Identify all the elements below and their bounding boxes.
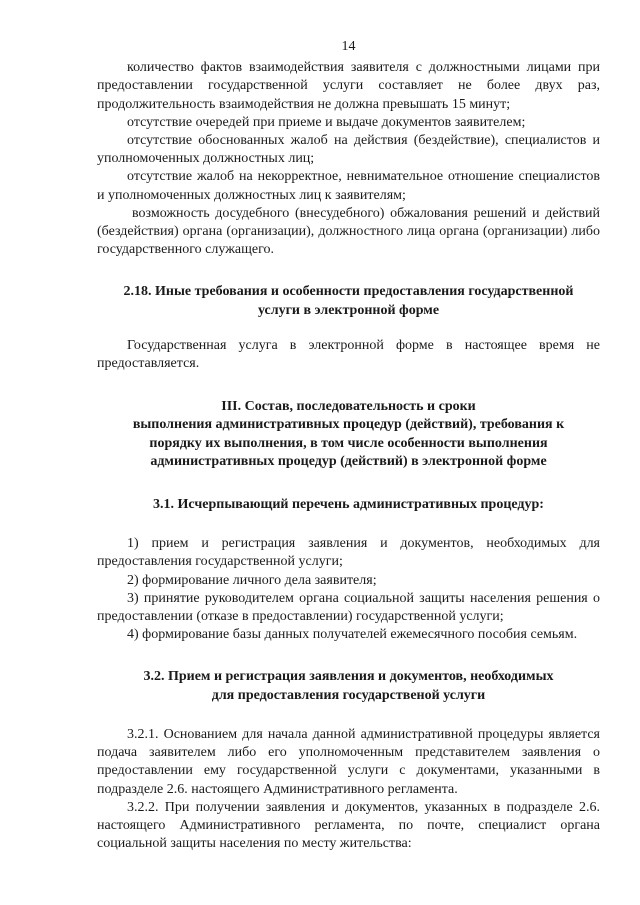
section-3-2-heading bbox=[97, 668, 600, 704]
section-3-heading-line: III. Состав, последовательность и сроки bbox=[221, 399, 476, 415]
section-2-18-heading-line: услуги в электронной форме bbox=[257, 302, 440, 318]
section-2-18-heading bbox=[97, 283, 600, 319]
section-3-heading bbox=[97, 398, 600, 471]
intro-paragraph-interaction-count: количество фактов взаимодействия заявителя с должностными лицами при предоставлении государственной услуги составляет не более двух раз, продолжительность взаимодействия не должна превышать 15 минут; bbox=[97, 60, 600, 112]
document-page bbox=[97, 38, 600, 853]
section-3-2-heading-line: для предоставления государственой услуги bbox=[211, 687, 486, 703]
section-3-heading-line: выполнения административных процедур (действий), требования к bbox=[132, 417, 565, 433]
procedure-list-item: 4) формирование базы данных получателей ежемесячного пособия семьям. bbox=[127, 627, 578, 643]
section-2-18-heading-line: 2.18. Иные требования и особенности предоставления государственной bbox=[123, 284, 574, 300]
section-3-2-heading-line: 3.2. Прием и регистрация заявления и документов, необходимых bbox=[143, 669, 554, 685]
intro-paragraph-no-incorrect-attitude-complaints: отсутствие жалоб на некорректное, невнимательное отношение специалистов и уполномоченных должностных лиц к заявителям; bbox=[97, 169, 600, 203]
procedure-list-item: 3) принятие руководителем органа социальной защиты населения решения о предоставлении (отказе в предоставлении) государственной услуги; bbox=[97, 590, 600, 625]
intro-paragraph-no-queues: отсутствие очередей при приеме и выдаче документов заявителем; bbox=[127, 114, 526, 130]
section-3-heading-line: порядку их выполнения, в том числе особенности выполнения bbox=[149, 435, 548, 451]
procedure-list-item: 1) прием и регистрация заявления и документов, необходимых для предоставления государственной услуги; bbox=[97, 536, 600, 570]
intro-paragraph-appeal-possibility: возможность досудебного (внесудебного) обжалования решений и действий (бездействия) органа (организации), должностного лица органа (организации) либо государственного служащего. bbox=[97, 205, 600, 258]
page-number: 14 bbox=[341, 39, 356, 54]
section-3-2-1-paragraph: 3.2.1. Основанием для начала данной административной процедуры является подача заявителем либо его уполномоченным представителем заявления о предоставлении ему государственной услуги с документами, указанными в подразделе 2.6. настоящего Административного регламента. bbox=[97, 726, 600, 797]
intro-paragraph-no-justified-complaints: отсутствие обоснованных жалоб на действия (бездействие), специалистов и уполномоченных должностных лиц; bbox=[97, 133, 600, 167]
section-3-1-heading: 3.1. Исчерпывающий перечень административных процедур: bbox=[153, 497, 544, 513]
section-3-heading-line: административных процедур (действий) в электронной форме bbox=[150, 453, 547, 469]
procedure-list-item: 2) формирование личного дела заявителя; bbox=[127, 572, 377, 588]
section-2-18-paragraph: Государственная услуга в электронной форме в настоящее время не предоставляется. bbox=[97, 337, 600, 372]
section-3-2-2-paragraph: 3.2.2. При получении заявления и документов, указанных в подразделе 2.6. настоящего Административного регламента, по почте, специалист органа социальной защиты населения по месту жительства: bbox=[97, 799, 600, 852]
